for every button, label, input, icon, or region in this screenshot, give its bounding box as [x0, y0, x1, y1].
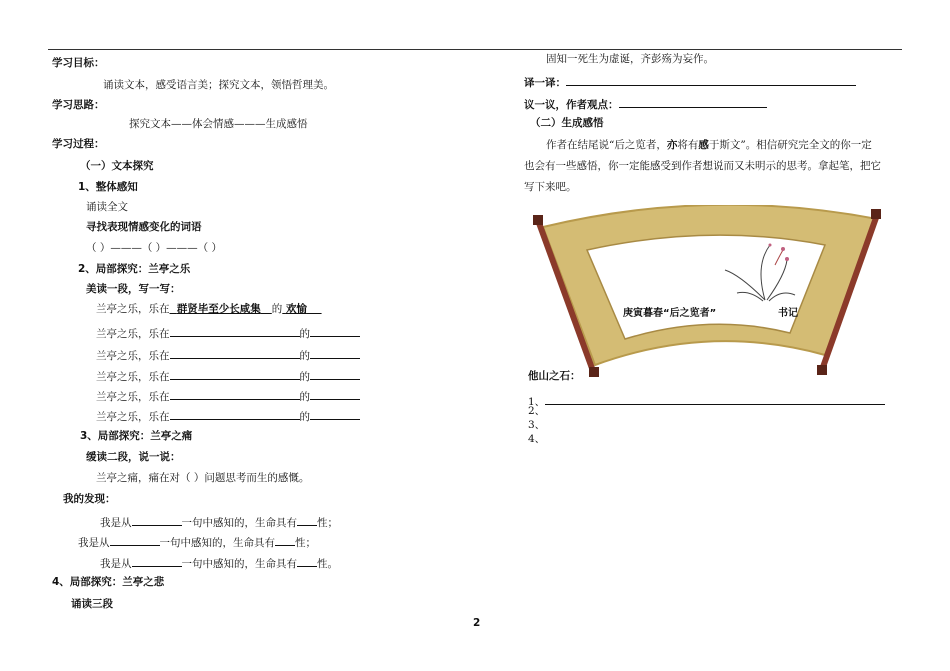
process-heading: 学习过程：: [52, 138, 105, 150]
answer-line[interactable]: [170, 387, 300, 400]
left-rod-cap-top: [533, 215, 543, 225]
answer-line[interactable]: [310, 367, 360, 380]
fan-scroll-illustration: [525, 205, 895, 385]
read-full: 诵读全文: [86, 201, 128, 213]
joy-blank-row: 兰亭之乐，乐在 的: [96, 407, 360, 424]
answer-line[interactable]: [170, 324, 300, 337]
joy-example-fill: 群贤毕至少长咸集: [176, 303, 261, 315]
quote: 固知一死生为虚诞，齐彭殇为妄作。: [546, 53, 714, 65]
para-line-1: 作者在结尾说“后之览者，亦将有感于斯文”。相信研究完全文的你一定: [546, 139, 872, 151]
item1-heading: 1、整体感知: [78, 181, 138, 193]
discovery-heading: 我的发现：: [63, 493, 116, 505]
read-para1: 美读一段，写一写：: [86, 283, 181, 295]
joy-example-end: 欢愉: [285, 303, 307, 315]
discovery-row: 我是从 一句中感知的，生命具有 性；: [78, 533, 316, 550]
answer-line[interactable]: [132, 554, 182, 567]
discovery-row: 我是从 一句中感知的，生命具有 性；: [100, 513, 338, 530]
section2-heading: （二）生成感悟: [530, 117, 604, 129]
read-para2: 缓读二段，说一说：: [86, 451, 181, 463]
right-rod-cap-bottom: [817, 365, 827, 375]
answer-line[interactable]: [170, 367, 300, 380]
scroll-caption: 庚寅暮春“后之览者”: [623, 308, 717, 319]
recite3: 诵读三段: [71, 598, 113, 610]
translate-row: 译一译：: [524, 73, 856, 90]
item2-heading: 2、局部探究：兰亭之乐: [78, 263, 191, 275]
answer-line[interactable]: [132, 513, 182, 526]
discuss-row: 议一议，作者观点：: [524, 95, 767, 112]
para-line-3: 写下来吧。: [524, 181, 577, 193]
de-label: 的: [271, 303, 283, 315]
joy-blank-row: 兰亭之乐，乐在 的: [96, 367, 360, 384]
goal-heading: 学习目标：: [52, 57, 105, 69]
answer-line[interactable]: [566, 73, 856, 86]
answer-line[interactable]: [170, 346, 300, 359]
answer-line[interactable]: [310, 387, 360, 400]
answer-line[interactable]: [310, 346, 360, 359]
approach-text: 探究文本——体会情感———生成感悟: [129, 118, 308, 130]
list-item-1: 1、: [528, 392, 885, 409]
discovery-row: 我是从 一句中感知的，生命具有 性。: [100, 554, 338, 571]
answer-line[interactable]: [310, 407, 360, 420]
goal-text: 诵读文本，感受语言美；探究文本，领悟哲理美。: [103, 79, 334, 91]
header-rule: [48, 49, 902, 50]
joy-example-row: [96, 302, 322, 316]
joy-prefix: 兰亭之乐，乐在: [96, 303, 170, 315]
joy-blank-row: 兰亭之乐，乐在 的: [96, 387, 360, 404]
answer-line[interactable]: [619, 95, 767, 108]
section1-heading: （一）文本探究: [80, 160, 154, 172]
list-item-4: 4、: [528, 433, 546, 445]
list-item-2: 2、: [528, 405, 546, 417]
answer-line[interactable]: [110, 533, 160, 546]
para-line-2: 也会有一些感悟，你一定能感受到作者想说而又未明示的思考。拿起笔，把它: [524, 160, 881, 172]
answer-line[interactable]: [297, 513, 317, 526]
page-number: 2: [473, 617, 481, 629]
find-words: 寻找表现情感变化的词语: [86, 221, 202, 233]
joy-blank-row: 兰亭之乐，乐在 的: [96, 346, 360, 363]
approach-heading: 学习思路：: [52, 99, 105, 111]
answer-line[interactable]: [297, 554, 317, 567]
answer-line[interactable]: [545, 392, 885, 405]
item4-heading: 4、局部探究：兰亭之悲: [52, 576, 165, 588]
scroll-sign: 书记: [778, 308, 798, 319]
answer-line[interactable]: [310, 324, 360, 337]
pain-sentence: 兰亭之痛，痛在对（ ）问题思考而生的感慨。: [96, 472, 310, 484]
left-rod-cap-bottom: [589, 367, 599, 377]
blanks-row: （ ）———（ ）———（ ）: [86, 242, 223, 254]
answer-line[interactable]: [170, 407, 300, 420]
joy-blank-row: 兰亭之乐，乐在 的: [96, 324, 360, 341]
others-heading: 他山之石：: [528, 370, 581, 382]
answer-line[interactable]: [275, 533, 295, 546]
item3-heading: 3、局部探究：兰亭之痛: [80, 430, 193, 442]
list-item-3: 3、: [528, 419, 546, 431]
fan-scroll-window: [587, 235, 825, 339]
right-rod-cap-top: [871, 209, 881, 219]
